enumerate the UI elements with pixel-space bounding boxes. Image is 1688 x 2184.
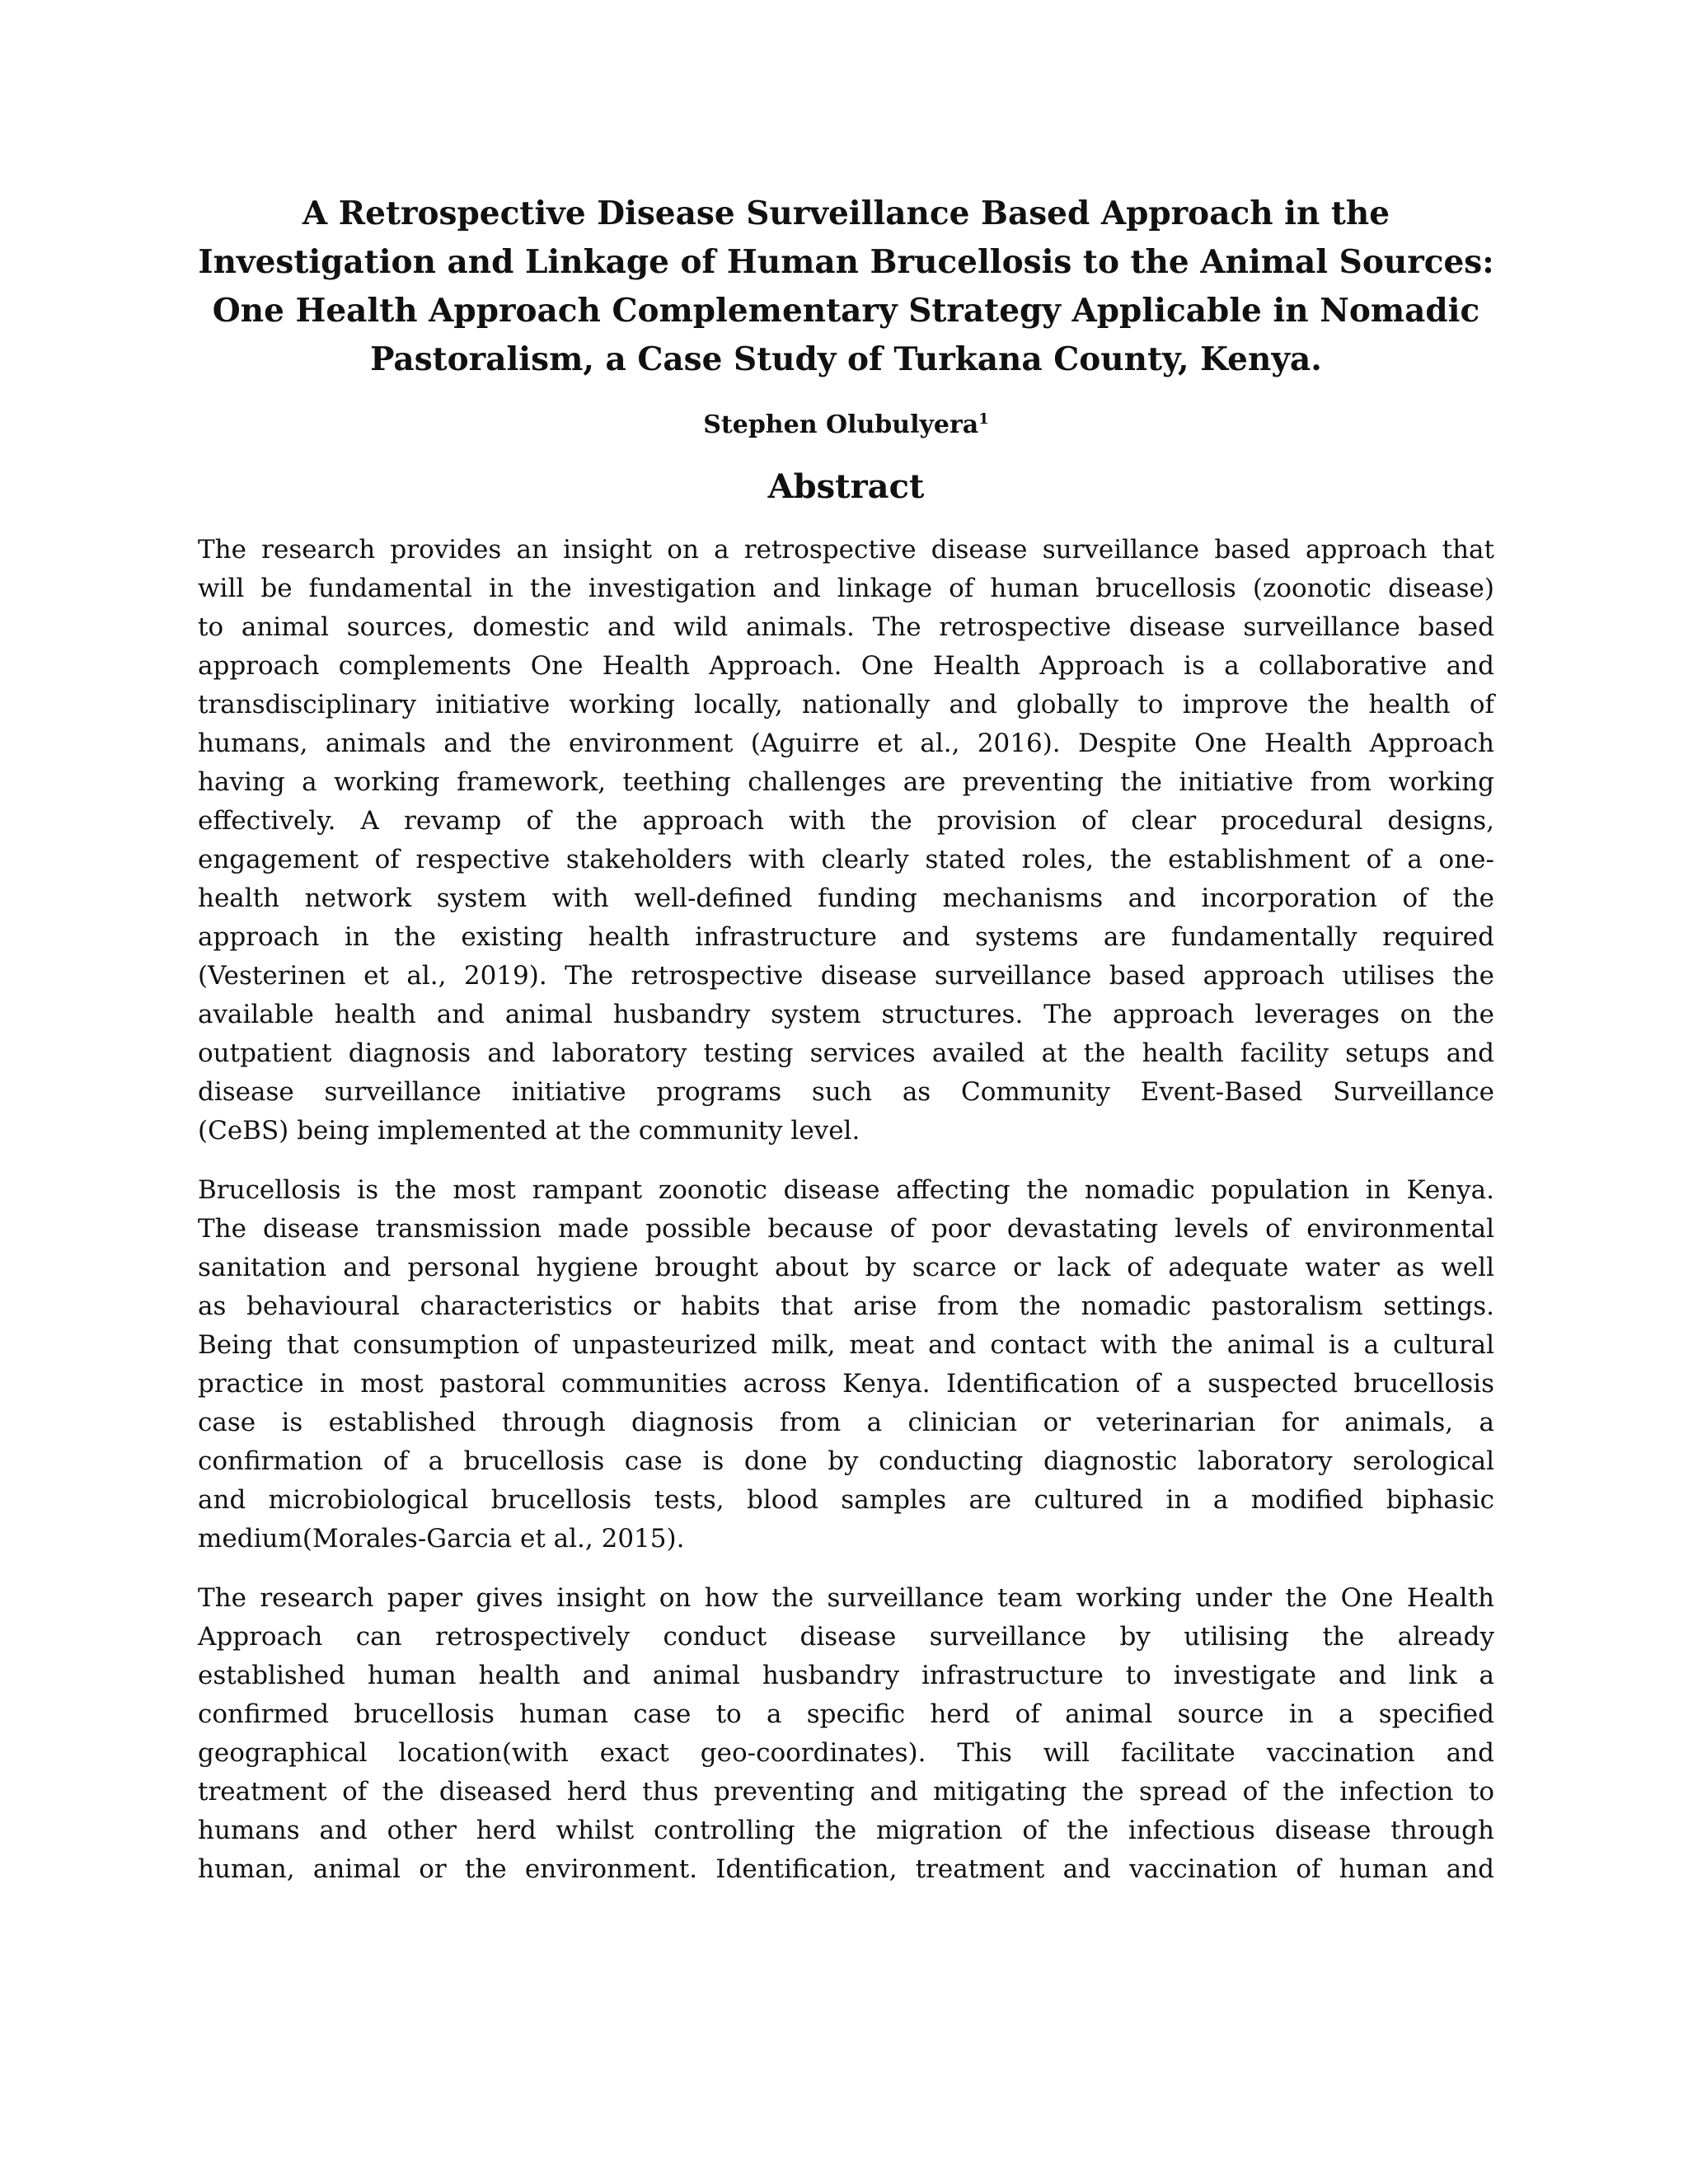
paragraph-line: outpatient diagnosis and laboratory testing services availed at the health facility setups and <box>198 1038 1494 1068</box>
paragraph-line: engagement of respective stakeholders with clearly stated roles, the establishment of a one- <box>198 845 1494 874</box>
paper-title <box>198 190 1494 384</box>
paragraph-line: confirmed brucellosis human case to a specific herd of animal source in a specified <box>198 1699 1494 1729</box>
abstract-paragraph <box>198 531 1494 1151</box>
paragraph-line: humans, animals and the environment (Aguirre et al., 2016). Despite One Health Approach <box>198 729 1494 758</box>
paragraph-line: The research provides an insight on a retrospective disease surveillance based approach that <box>198 535 1494 565</box>
author-line <box>198 410 1494 441</box>
paragraph-line: health network system with well-defined funding mechanisms and incorporation of the <box>198 883 1494 913</box>
paragraph-line: (CeBS) being implemented at the community level. <box>198 1116 860 1146</box>
title-line: A Retrospective Disease Surveillance Based Approach in the <box>302 194 1390 232</box>
author-name: Stephen Olubulyera <box>703 410 979 439</box>
paragraph-line: effectively. A revamp of the approach with the provision of clear procedural designs, <box>198 806 1494 836</box>
paragraph-line: treatment of the diseased herd thus preventing and mitigating the spread of the infection to <box>198 1777 1494 1807</box>
paragraph-line: and microbiological brucellosis tests, blood samples are cultured in a modified biphasic <box>198 1485 1494 1515</box>
document-page <box>198 190 1494 1910</box>
paragraph-line: humans and other herd whilst controlling the migration of the infectious disease through <box>198 1816 1494 1845</box>
paragraph-line: will be fundamental in the investigation and linkage of human brucellosis (zoonotic disease) <box>198 574 1494 603</box>
paragraph-line: Brucellosis is the most rampant zoonotic disease affecting the nomadic population in Kenya. <box>198 1175 1494 1205</box>
paragraph-line: case is established through diagnosis from a clinician or veterinarian for animals, a <box>198 1408 1494 1437</box>
abstract-heading: Abstract <box>767 467 925 506</box>
abstract-body <box>198 531 1494 1889</box>
paragraph-line: geographical location(with exact geo-coordinates). This will facilitate vaccination and <box>198 1738 1494 1768</box>
paragraph-line: medium(Morales-Garcia et al., 2015). <box>198 1524 685 1554</box>
paragraph-line: approach complements One Health Approach. One Health Approach is a collaborative and <box>198 651 1494 681</box>
paragraph-line: available health and animal husbandry system structures. The approach leverages on the <box>198 1000 1494 1029</box>
paragraph-line: disease surveillance initiative programs such as Community Event-Based Surveillance <box>198 1077 1494 1107</box>
paragraph-line: established human health and animal husbandry infrastructure to investigate and link a <box>198 1661 1494 1690</box>
paragraph-line: Being that consumption of unpasteurized milk, meat and contact with the animal is a cultural <box>198 1330 1494 1360</box>
paragraph-line: confirmation of a brucellosis case is done by conducting diagnostic laboratory serological <box>198 1446 1494 1476</box>
paragraph-line: practice in most pastoral communities across Kenya. Identification of a suspected brucellosis <box>198 1369 1494 1399</box>
paragraph-line: sanitation and personal hygiene brought about by scarce or lack of adequate water as well <box>198 1253 1494 1282</box>
paragraph-line: Approach can retrospectively conduct disease surveillance by utilising the already <box>198 1622 1494 1652</box>
paragraph-line: to animal sources, domestic and wild animals. The retrospective disease surveillance based <box>198 612 1494 642</box>
paragraph-line: transdisciplinary initiative working locally, nationally and globally to improve the health of <box>198 690 1494 719</box>
title-line: One Health Approach Complementary Strategy Applicable in Nomadic <box>212 292 1480 330</box>
affiliation-mark: 1 <box>978 410 989 428</box>
abstract-paragraph <box>198 1579 1494 1889</box>
abstract-paragraph <box>198 1171 1494 1558</box>
paragraph-line: The research paper gives insight on how the surveillance team working under the One Health <box>198 1583 1494 1613</box>
paragraph-line: having a working framework, teething challenges are preventing the initiative from working <box>198 767 1494 797</box>
title-line: Pastoralism, a Case Study of Turkana County, Kenya. <box>370 340 1322 378</box>
paragraph-line: as behavioural characteristics or habits that arise from the nomadic pastoralism settings. <box>198 1291 1494 1321</box>
paragraph-line: human, animal or the environment. Identification, treatment and vaccination of human and <box>198 1854 1494 1884</box>
paragraph-line: approach in the existing health infrastructure and systems are fundamentally required <box>198 922 1494 952</box>
paragraph-line: The disease transmission made possible because of poor devastating levels of environmental <box>198 1214 1494 1244</box>
title-line: Investigation and Linkage of Human Brucellosis to the Animal Sources: <box>198 243 1494 281</box>
paragraph-line: (Vesterinen et al., 2019). The retrospective disease surveillance based approach utilises the <box>198 961 1494 991</box>
